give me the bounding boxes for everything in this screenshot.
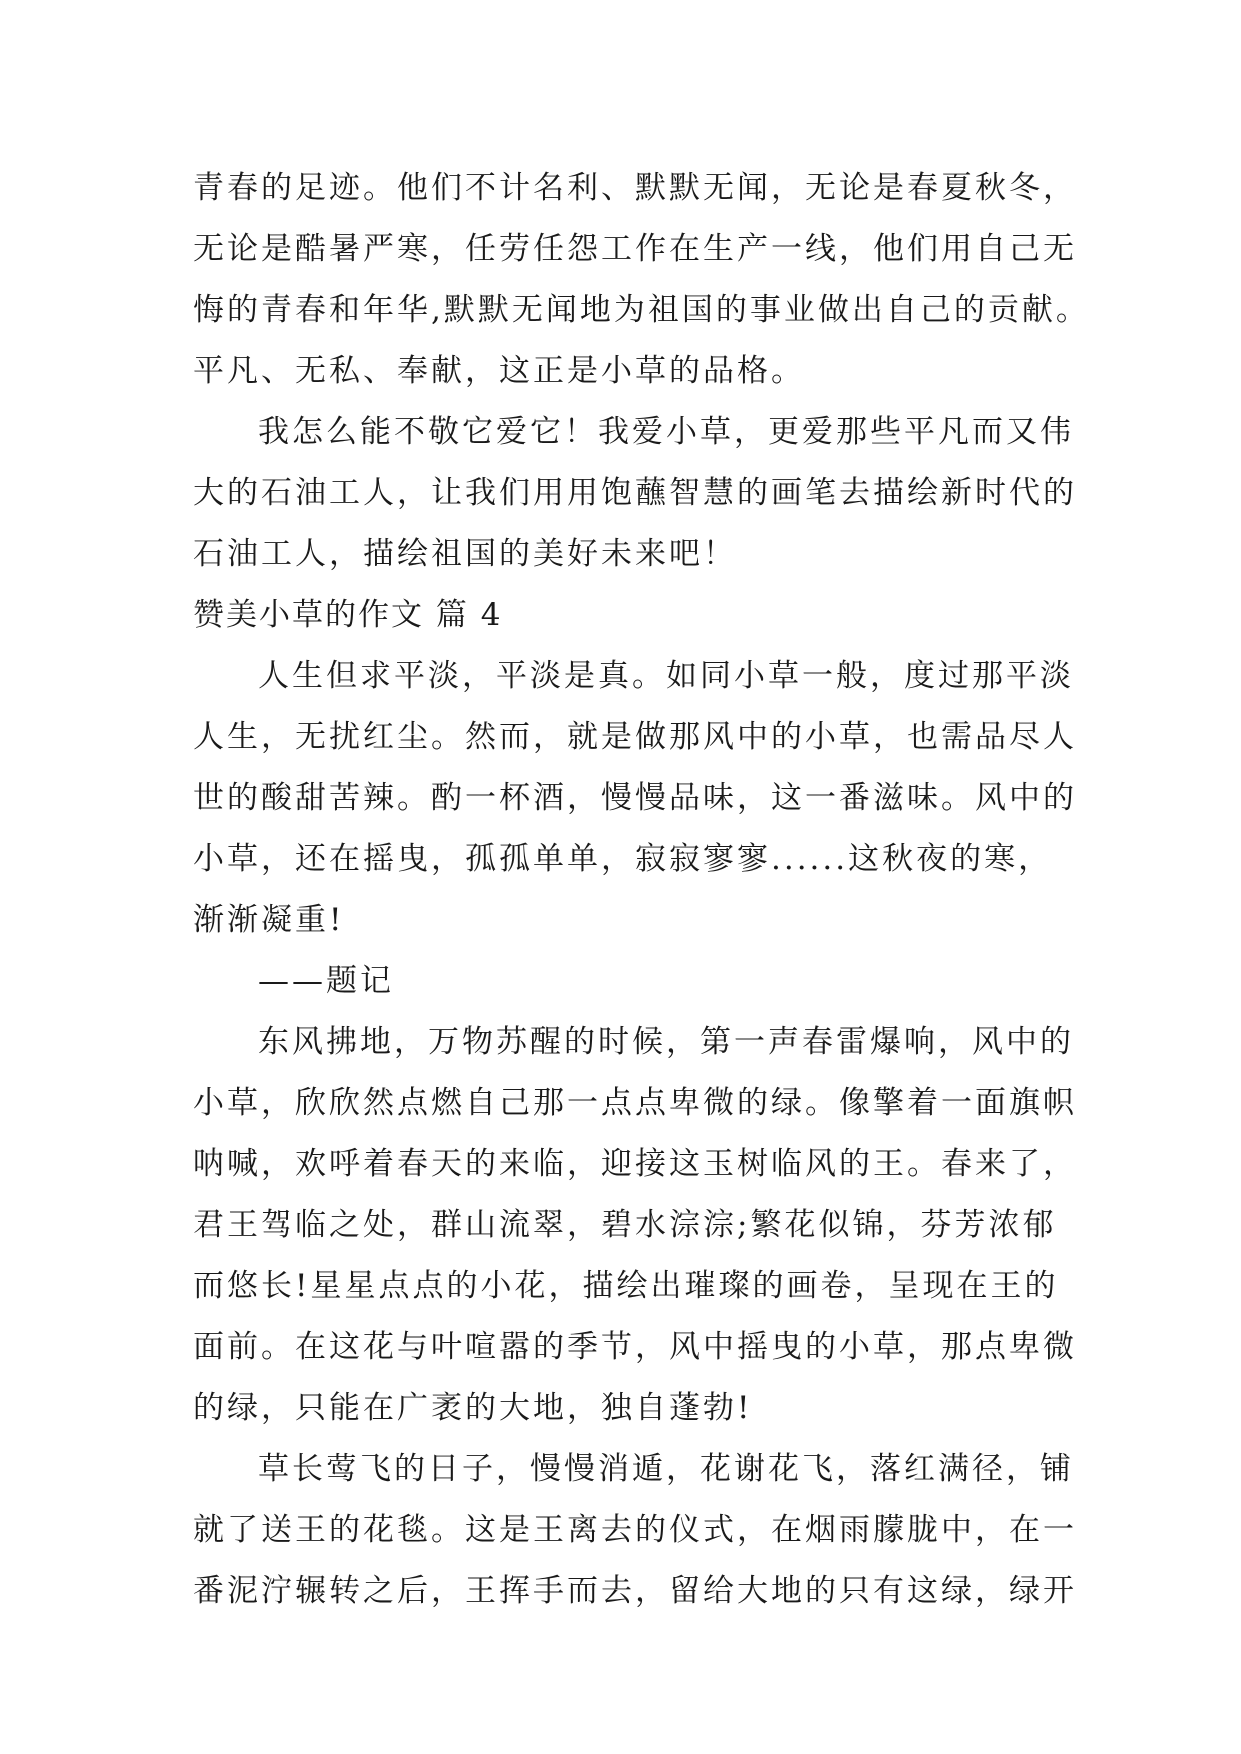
text-line: 大的石油工人，让我们用用饱蘸智慧的画笔去描绘新时代的 [193, 475, 1077, 511]
text-line: 就了送王的花毯。这是王离去的仪式，在烟雨朦胧中，在一 [193, 1512, 1077, 1548]
text-line: 渐渐凝重! [193, 902, 345, 938]
text-line: 石油工人，描绘祖国的美好未来吧！ [193, 536, 737, 572]
text-line: 人生，无扰红尘。然而，就是做那风中的小草，也需品尽人 [193, 719, 1077, 755]
essay-text [193, 158, 1093, 1622]
text-line: 世的酸甜苦辣。酌一杯酒，慢慢品味，这一番滋味。风中的 [193, 780, 1077, 816]
text-line: 小草，还在摇曳，孤孤单单，寂寂寥寥......这秋夜的寒， [193, 841, 1053, 877]
text-line: 而悠长!星星点点的小花，描绘出璀璨的画卷，呈现在王的 [193, 1268, 1059, 1304]
text-line: 君王驾临之处，群山流翠，碧水淙淙;繁花似锦，芬芳浓郁 [193, 1207, 1057, 1243]
text-line: 平凡、无私、奉献，这正是小草的品格。 [193, 353, 805, 389]
text-line: 的绿，只能在广袤的大地，独自蓬勃! [193, 1390, 753, 1426]
paragraph-start: 我怎么能不敬它爱它！我爱小草，更爱那些平凡而又伟 [258, 414, 1074, 450]
section-heading: 赞美小草的作文 篇 4 [193, 597, 503, 633]
text-line: 番泥泞辗转之后，王挥手而去，留给大地的只有这绿，绿开 [193, 1573, 1077, 1609]
paragraph-start: 草长莺飞的日子，慢慢消遁，花谢花飞，落红满径，铺 [258, 1451, 1074, 1487]
text-line: 无论是酷暑严寒，任劳任怨工作在生产一线，他们用自己无 [193, 231, 1077, 267]
text-line: 面前。在这花与叶喧嚣的季节，风中摇曳的小草，那点卑微 [193, 1329, 1077, 1365]
text-line: 青春的足迹。他们不计名利、默默无闻，无论是春夏秋冬， [193, 170, 1077, 206]
text-line: 悔的青春和年华,默默无闻地为祖国的事业做出自己的贡献。 [193, 292, 1090, 328]
paragraph-start: 东风拂地，万物苏醒的时候，第一声春雷爆响，风中的 [258, 1024, 1074, 1060]
epigraph-attribution: ——题记 [258, 963, 394, 999]
paragraph-start: 人生但求平淡，平淡是真。如同小草一般，度过那平淡 [258, 658, 1074, 694]
text-line: 小草，欣欣然点燃自己那一点点卑微的绿。像擎着一面旗帜 [193, 1085, 1077, 1121]
text-line: 呐喊，欢呼着春天的来临，迎接这玉树临风的王。春来了， [193, 1146, 1077, 1182]
